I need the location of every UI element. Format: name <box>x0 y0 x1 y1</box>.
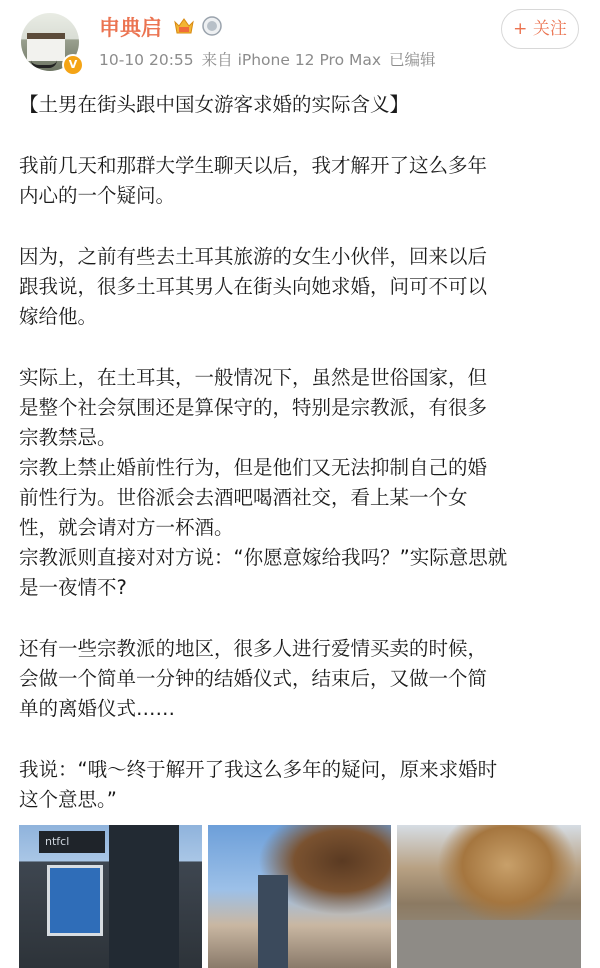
post-line: 宗教上禁止婚前性行为，但是他们又无法抑制自己的婚 <box>19 456 488 479</box>
post-line: 性，就会请对方一杯酒。 <box>19 516 234 539</box>
post-line: 是整个社会氛围还是算保守的，特别是宗教派，有很多 <box>19 396 488 419</box>
post-line: 宗教禁忌。 <box>19 426 117 449</box>
photo-street <box>397 920 581 968</box>
photo-tree <box>437 825 577 925</box>
post-line: 前性行为。世俗派会去酒吧喝酒社交，看上某一个女 <box>19 486 468 509</box>
post-line: 会做一个简单一分钟的结婚仪式，结束后，又做一个简 <box>19 667 488 690</box>
edited-label[interactable]: 已编辑 <box>389 51 436 69</box>
follow-button[interactable]: + 关注 <box>501 9 579 49</box>
post-line: 内心的一个疑问。 <box>19 184 176 207</box>
post-line: 跟我说，很多土耳其男人在街头向她求婚，问可不可以 <box>19 275 488 298</box>
photo-sign: ntfcl <box>39 831 105 853</box>
post-line: 单的离婚仪式…… <box>19 697 176 720</box>
post-line: 实际上，在土耳其，一般情况下，虽然是世俗国家，但 <box>19 366 488 389</box>
post-line: 是一夜情不? <box>19 576 127 599</box>
post-line: 我前几天和那群大学生聊天以后，我才解开了这么多年 <box>19 154 488 177</box>
avatar-bike-shape <box>31 53 57 68</box>
post-meta <box>99 50 444 70</box>
username[interactable]: 申典启 <box>99 16 162 40</box>
post-time: 10-10 20:55 <box>99 51 194 69</box>
post-header <box>0 0 600 90</box>
post-title: 【土男在街头跟中国女游客求婚的实际含义】 <box>19 93 410 116</box>
photo-thumbnail-3[interactable] <box>397 825 581 968</box>
photo-thumbnail-2[interactable] <box>208 825 391 968</box>
verified-badge-icon: V <box>62 54 84 76</box>
level-badge-icon[interactable] <box>201 15 223 37</box>
post-source: 来自 iPhone 12 Pro Max <box>201 51 382 69</box>
photo-thumbnail-1[interactable] <box>19 825 202 968</box>
crown-badge-icon[interactable] <box>173 16 195 36</box>
photo-grid <box>19 825 581 968</box>
post-body <box>19 90 581 815</box>
photo-building <box>258 875 288 968</box>
post-line: 这个意思。” <box>19 788 117 811</box>
post-line: 我说：“哦～终于解开了我这么多年的疑问，原来求婚时 <box>19 758 498 781</box>
photo-building <box>109 825 179 968</box>
post-line: 因为，之前有些去土耳其旅游的女生小伙伴，回来以后 <box>19 245 488 268</box>
post-line: 嫁给他。 <box>19 305 98 328</box>
post-line: 还有一些宗教派的地区，很多人进行爱情买卖的时候， <box>19 637 488 660</box>
photo-billboard <box>47 865 103 936</box>
post-line: 宗教派则直接对对方说：“你愿意嫁给我吗？”实际意思就 <box>19 546 508 569</box>
